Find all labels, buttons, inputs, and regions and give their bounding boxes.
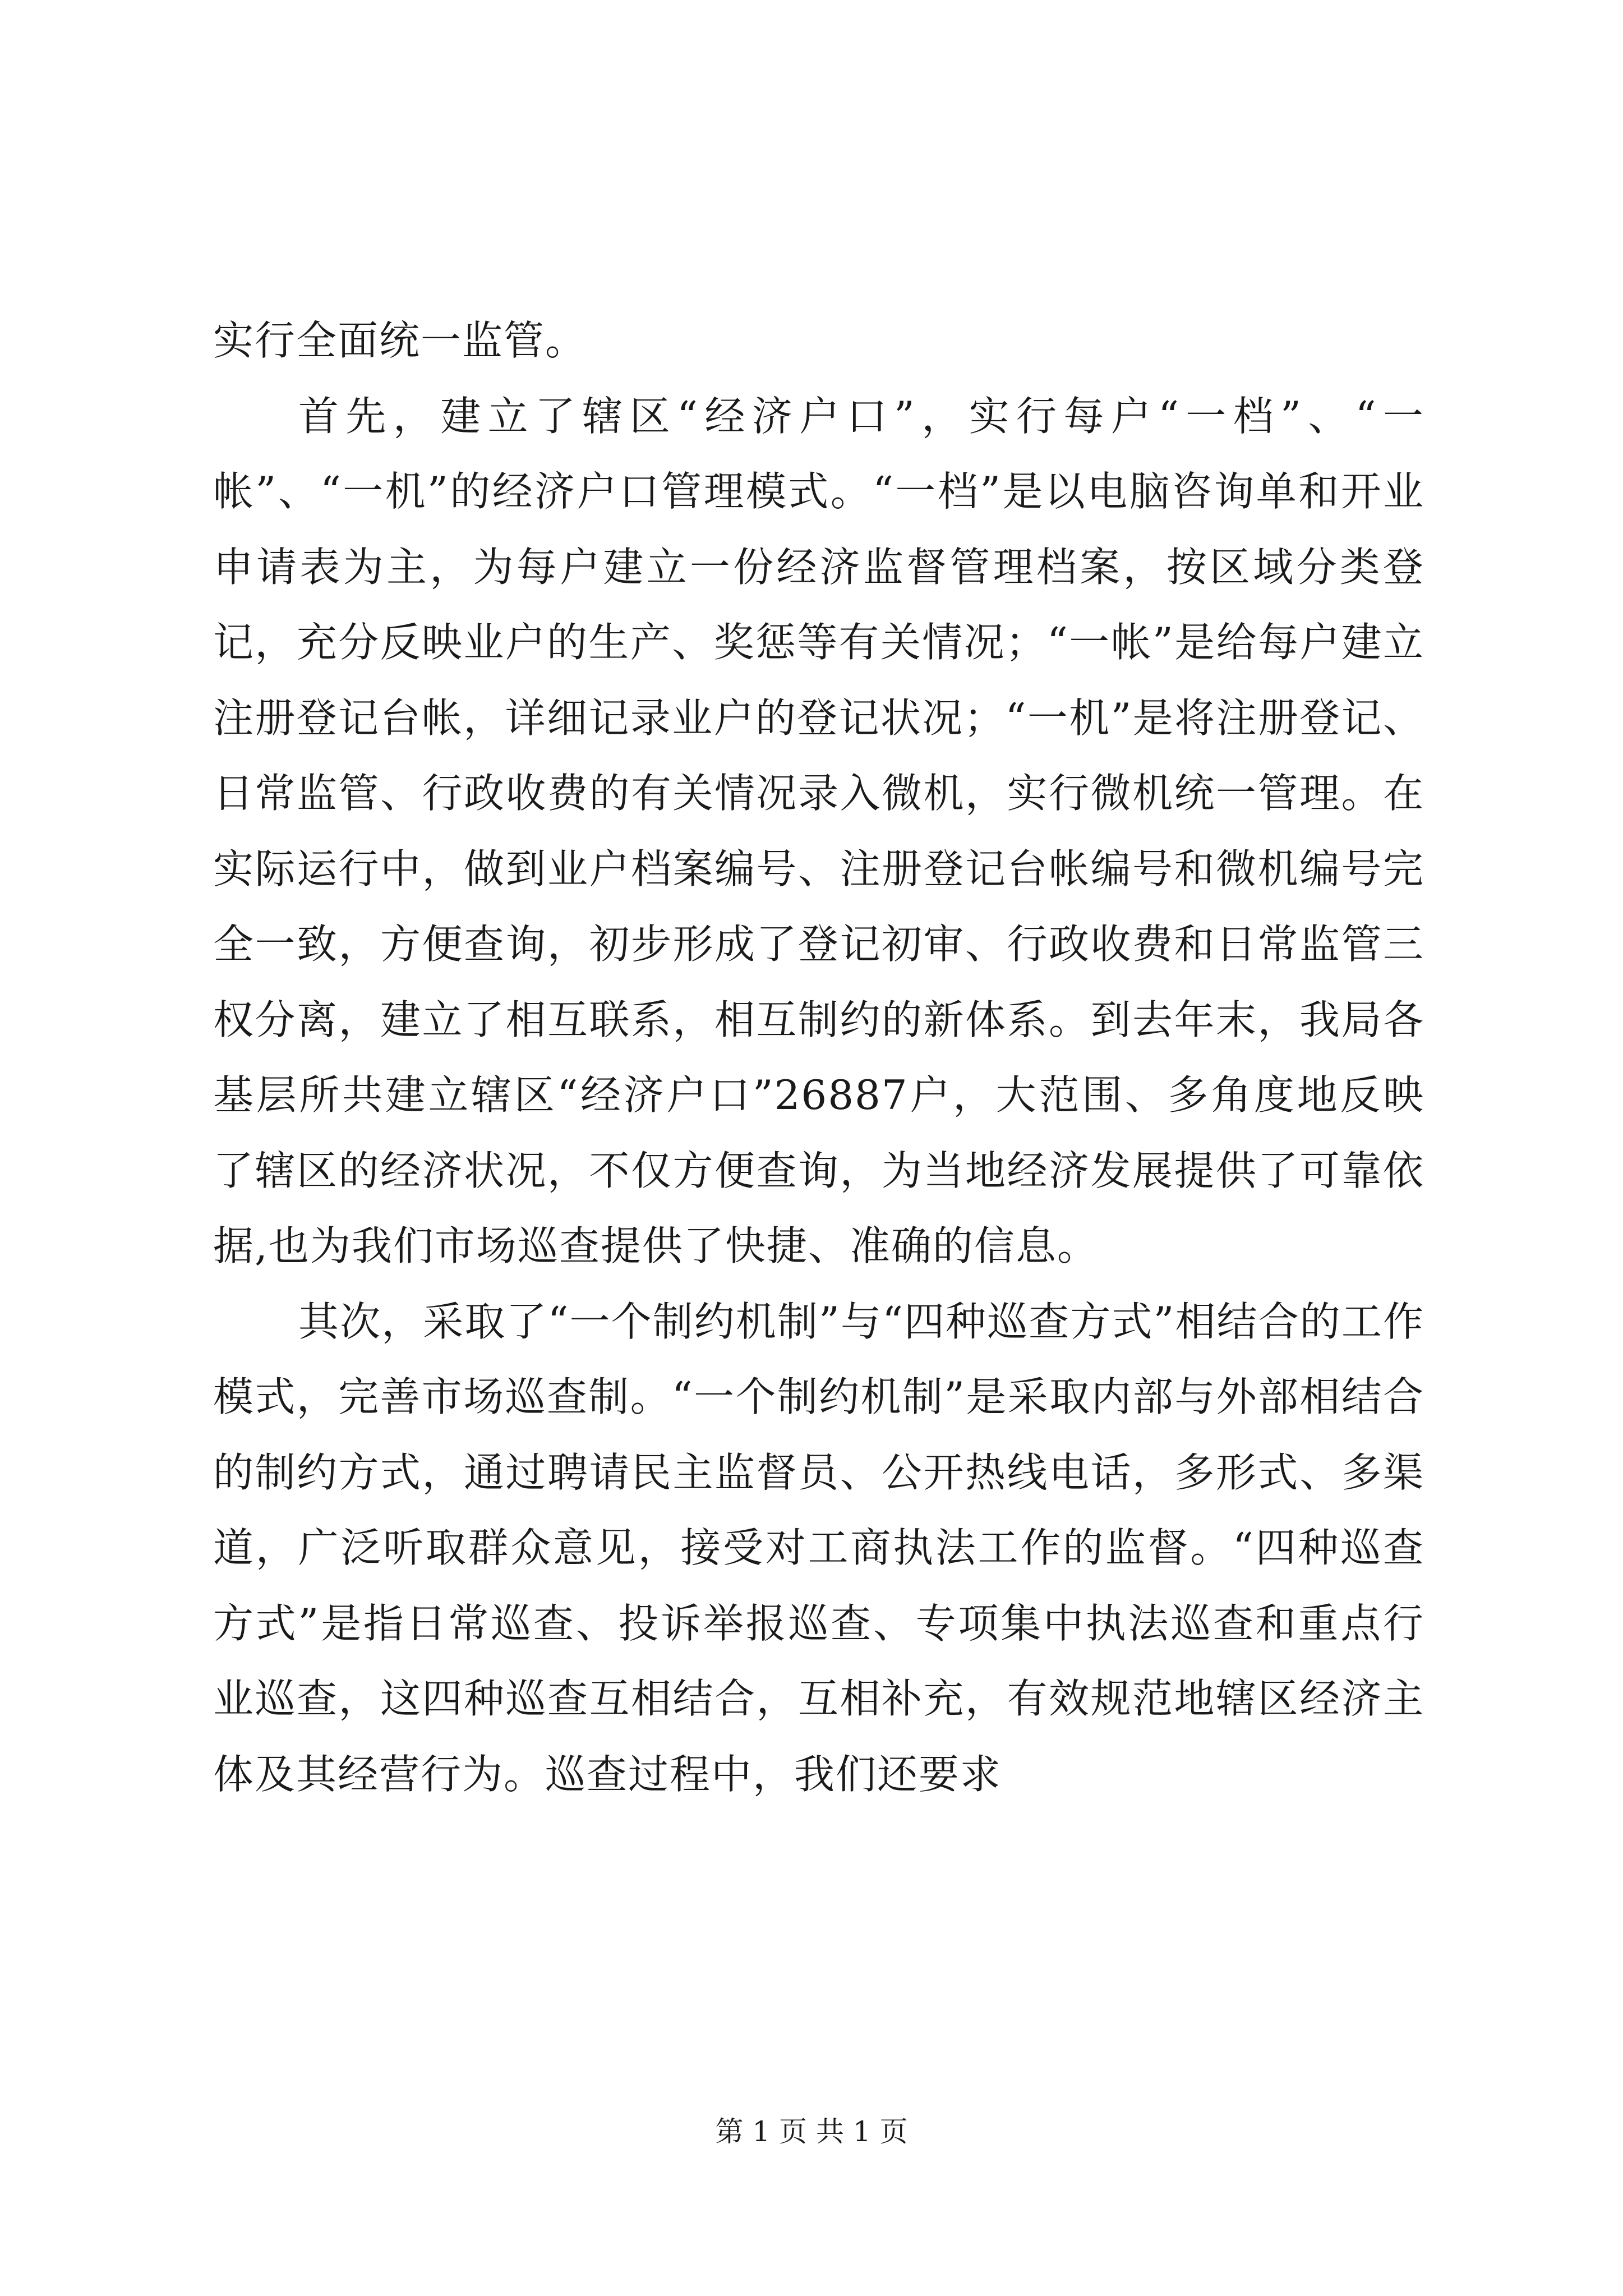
paragraph-continuation: 实行全面统一监管。 (213, 317, 587, 364)
paragraph-inspection-mechanism: 其次，采取了“一个制约机制”与“四种巡查方式”相结合的工作模式，完善市场巡查制。“一个制约机制”是采取内部与外部相结合的制约方式，通过聘请民主监督员、公开热线电话，多形式、多渠道，广泛听取群众意见，接受对工商执法工作的监督。“四种巡查方式”是指日常巡查、投诉举报巡查、专项集中执法巡查和重点行业巡查，这四种巡查互相结合，互相补充，有效规范地辖区经济主体及其经营行为。巡查过程中，我们还要求 (213, 1297, 1424, 1798)
paragraph-economic-registry: 首先，建立了辖区“经济户口”，实行每户“一档”、“一帐”、“一机”的经济户口管理模式。“一档”是以电脑咨询单和开业申请表为主，为每户建立一份经济监督管理档案，按区域分类登记，充分反映业户的生产、奖惩等有关情况；“一帐”是给每户建立注册登记台帐，详细记录业户的登记状况；“一机”是将注册登记、日常监管、行政收费的有关情况录入微机，实行微机统一管理。在实际运行中，做到业户档案编号、注册登记台帐编号和微机编号完全一致，方便查询，初步形成了登记初审、行政收费和日常监管三权分离，建立了相互联系，相互制约的新体系。到去年末，我局各基层所共建立辖区“经济户口”26887户，大范围、多角度地反映了辖区的经济状况，不仅方便查询，为当地经济发展提供了可靠依据,也为我们市场巡查提供了快捷、准确的信息。 (213, 392, 1424, 1269)
page-footer: 第 1 页 共 1 页 (715, 2115, 908, 2148)
document-body (213, 303, 1424, 1812)
